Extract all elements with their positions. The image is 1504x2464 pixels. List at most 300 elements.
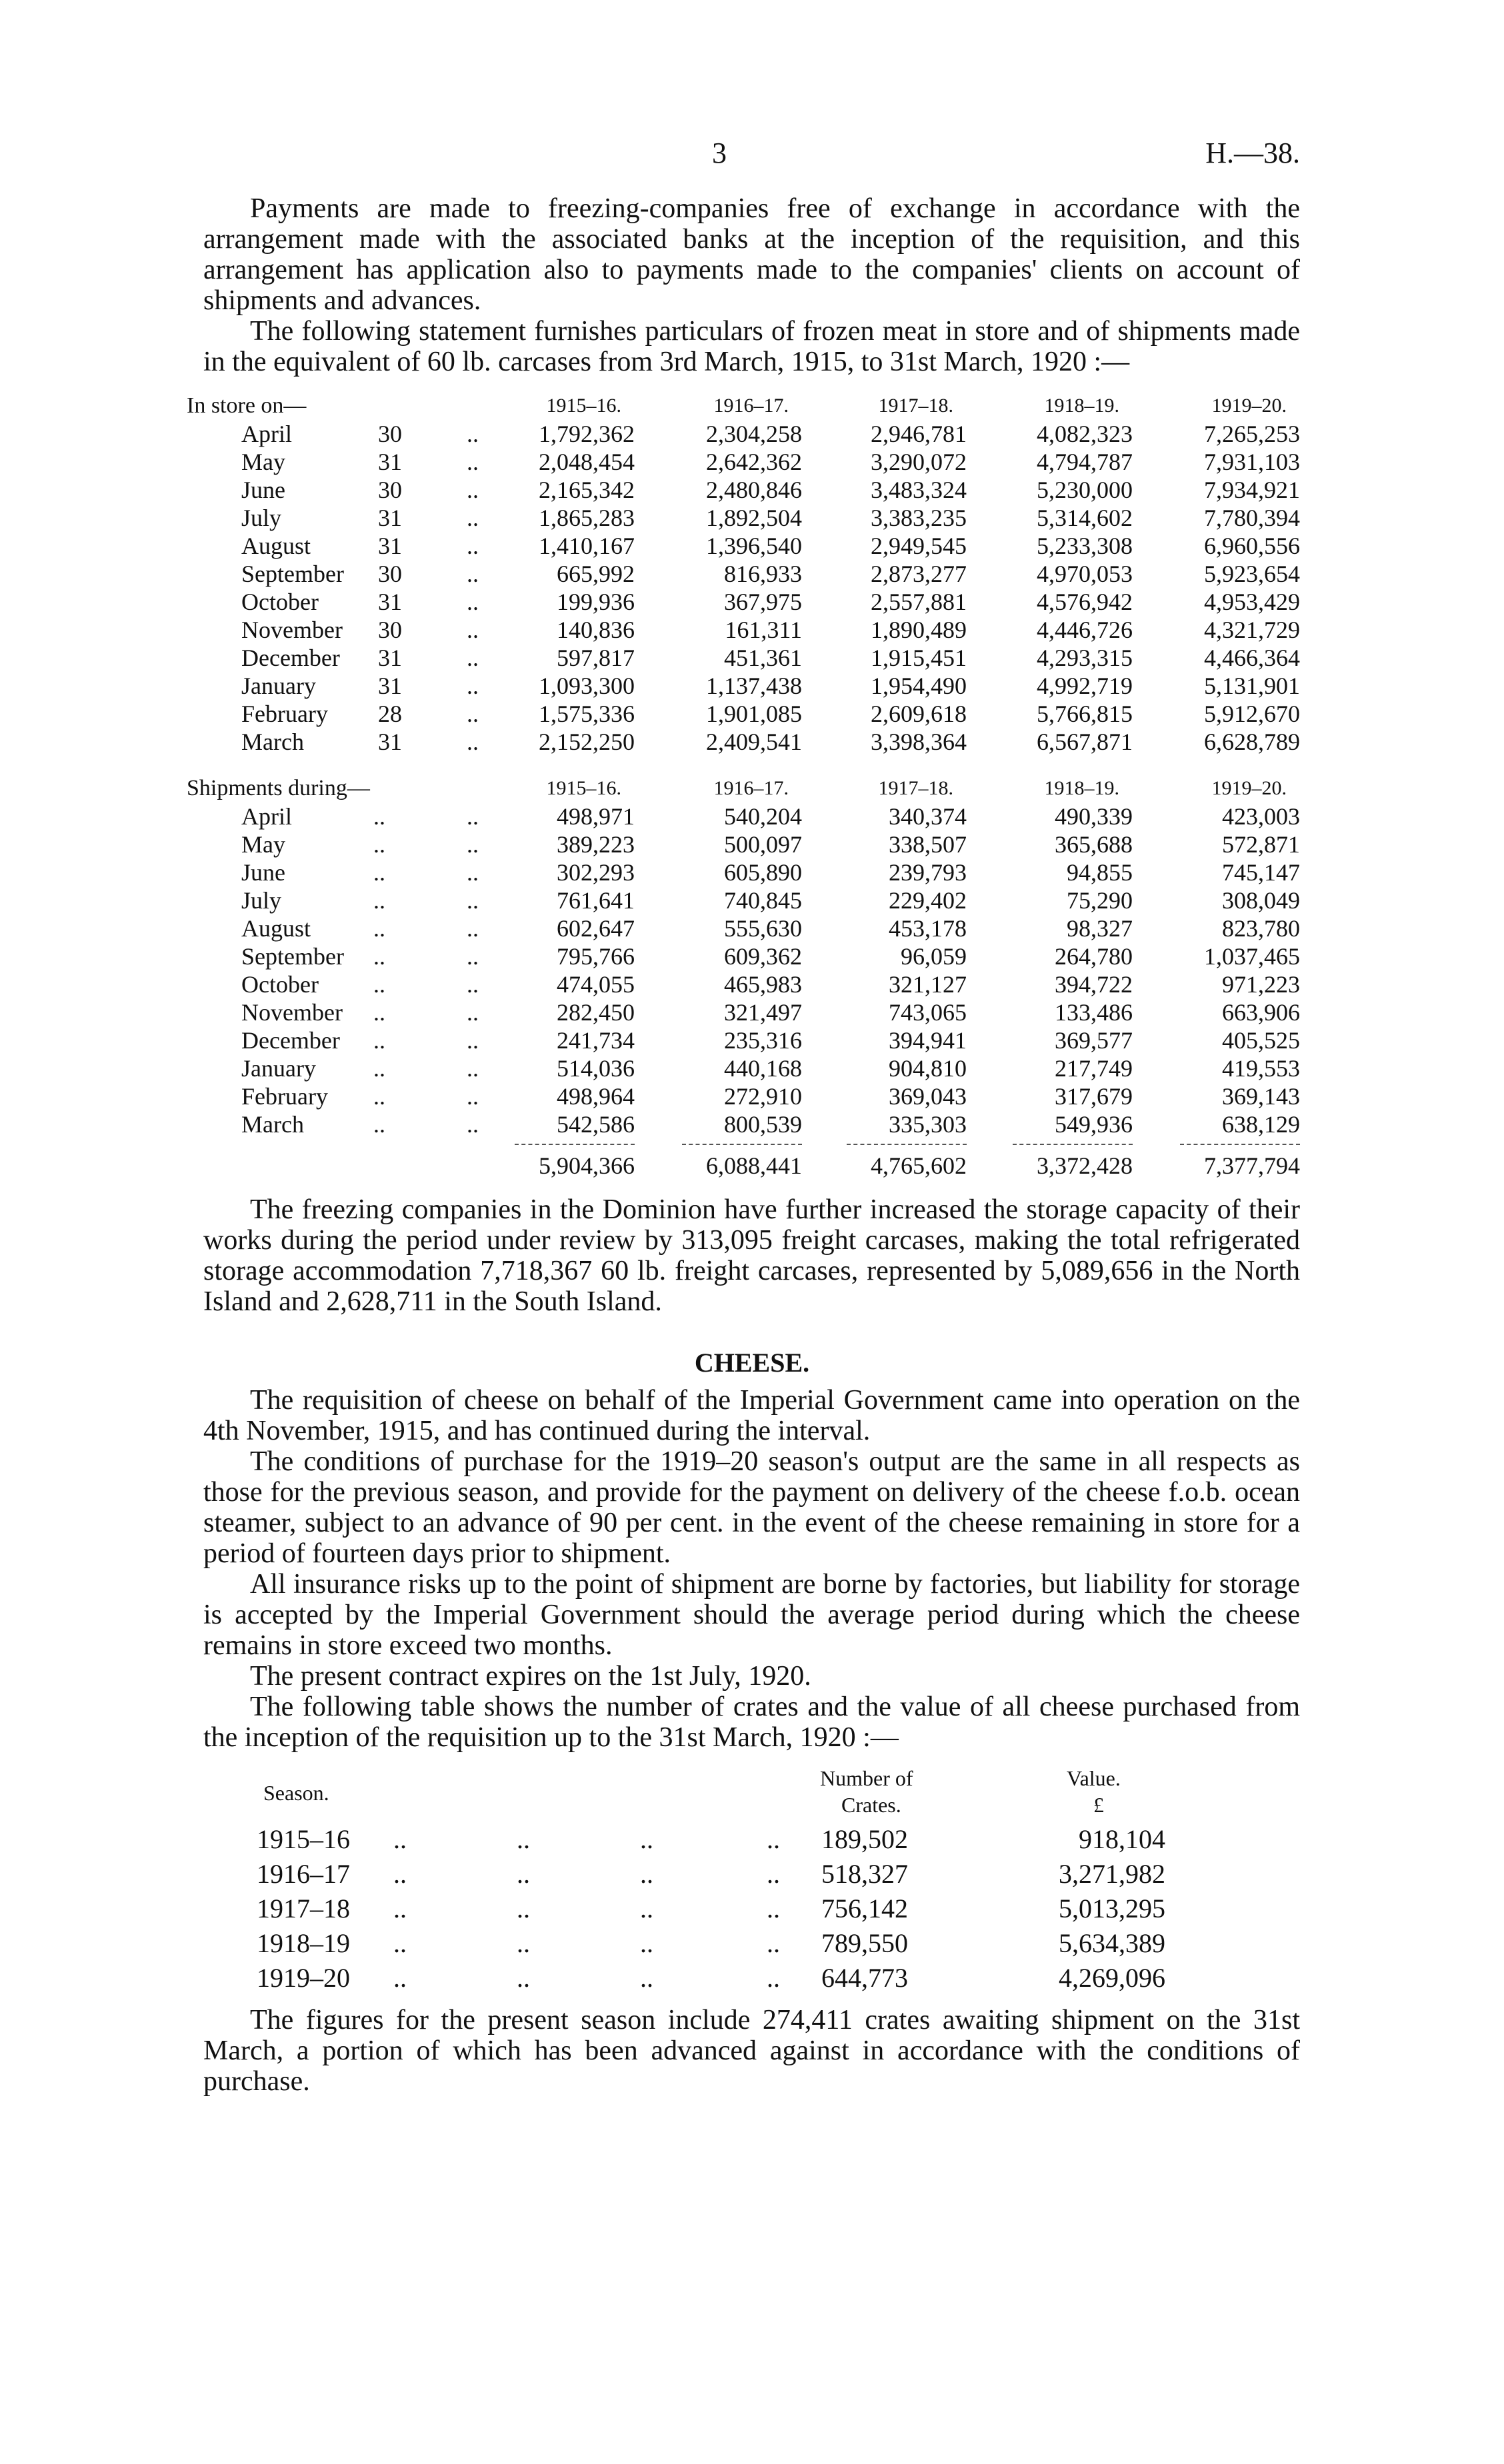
- value-cell: 3,398,364: [871, 728, 967, 755]
- totals-row: [0, 1152, 1504, 1180]
- value-cell: 4,321,729: [1204, 616, 1300, 643]
- leader-dots: ..: [373, 803, 385, 830]
- leader-dots: ..: [467, 943, 479, 970]
- value-cell: 4,992,719: [1037, 672, 1133, 699]
- value-cell: 340,374: [889, 803, 967, 830]
- total-cell: 6,088,441: [706, 1152, 802, 1179]
- leader-dots: ..: [467, 999, 479, 1026]
- page-body: [0, 193, 1504, 2097]
- value-cell: 1,954,490: [871, 672, 967, 699]
- value-cell: 199,936: [557, 589, 635, 615]
- crates-column-header: Number of: [820, 1766, 913, 1790]
- month-label: March: [241, 728, 304, 755]
- value-cell: 5,013,295: [1059, 1893, 1165, 1923]
- leader-dots: ..: [517, 1928, 530, 1958]
- value-cell: 4,953,429: [1204, 589, 1300, 615]
- intro-paragraphs: [203, 193, 1300, 377]
- value-cell: 96,059: [901, 943, 967, 970]
- value-cell: 740,845: [724, 887, 802, 914]
- leader-dots: ..: [373, 1111, 385, 1138]
- crates-cell: 789,550: [821, 1928, 908, 1958]
- value-cell: 133,486: [1055, 999, 1133, 1026]
- total-cell: 7,377,794: [1204, 1152, 1300, 1179]
- table-row: [0, 858, 1504, 886]
- table-row: [0, 886, 1504, 914]
- leader-dots: ..: [467, 887, 479, 914]
- month-label: January: [241, 1055, 316, 1082]
- value-cell: 572,871: [1222, 831, 1300, 858]
- year-column-header: 1918–19.: [1044, 777, 1119, 799]
- leader-dots: ..: [373, 1027, 385, 1054]
- sum-rule: [515, 1144, 635, 1145]
- value-cell: 2,304,258: [706, 421, 802, 447]
- month-label: April: [241, 803, 292, 830]
- value-cell: 338,507: [889, 831, 967, 858]
- closing-paragraph: [203, 2005, 1300, 2097]
- payments-paragraph: Payments are made to freezing-companies free of exchange in accordance with the arrangement made with the associated banks at the inception of the requisition, and this arrangement has application also to payments made to the companies' clients on account of shipments and advances.: [203, 193, 1300, 316]
- value-cell: 2,048,454: [539, 449, 635, 475]
- value-cell: 4,293,315: [1037, 644, 1133, 671]
- leader-dots: ..: [467, 803, 479, 830]
- table-row: [0, 802, 1504, 830]
- value-cell: 2,152,250: [539, 728, 635, 755]
- leader-dots: ..: [767, 1893, 780, 1923]
- value-cell: 602,647: [557, 915, 635, 942]
- month-label: October: [241, 589, 319, 615]
- month-label: April: [241, 421, 292, 447]
- in-store-table: [0, 392, 1504, 756]
- table-row: [0, 448, 1504, 476]
- leader-dots: ..: [640, 1824, 653, 1854]
- day-label: 28: [378, 700, 402, 727]
- year-column-header: 1917–18.: [878, 395, 953, 417]
- sum-rule-row: [0, 1138, 1504, 1152]
- value-cell: 1,037,465: [1204, 943, 1300, 970]
- statement-intro-paragraph: The following statement furnishes particulars of frozen meat in store and of shipments made in the equivalent of 60 lb. carcases from 3rd March, 1915, to 31st March, 1920 :—: [203, 316, 1300, 377]
- storage-text: The freezing companies in the Dominion have further increased the storage capacity of their works during the period under review by 313,095 freight carcases, making the total refrigerated storage accommodation 7,718,367 60 lb. freight carcases, represented by 5,089,656 in the North Island and 2,628,711 in the South Island.: [203, 1194, 1300, 1317]
- value-cell: 321,127: [889, 971, 967, 998]
- value-cell: 405,525: [1222, 1027, 1300, 1054]
- table-row: [0, 1822, 1504, 1857]
- value-cell: 451,361: [724, 644, 802, 671]
- value-column-header: Value.: [1067, 1766, 1121, 1790]
- cheese-table-header: [0, 1766, 1504, 1822]
- value-cell: 4,446,726: [1037, 616, 1133, 643]
- value-cell: 5,634,389: [1059, 1928, 1165, 1958]
- sum-rule: [847, 1144, 967, 1145]
- leader-dots: ..: [640, 1928, 653, 1958]
- table-row: [0, 560, 1504, 588]
- sum-rule: [682, 1144, 802, 1145]
- total-cell: 4,765,602: [871, 1152, 967, 1179]
- leader-dots: ..: [373, 915, 385, 942]
- table-header-row: [0, 392, 1504, 420]
- value-cell: 1,792,362: [539, 421, 635, 447]
- value-cell: 1,890,489: [871, 616, 967, 643]
- month-label: January: [241, 672, 316, 699]
- value-cell: 369,577: [1055, 1027, 1133, 1054]
- table-row: [0, 1926, 1504, 1961]
- year-column-header: 1919–20.: [1211, 395, 1287, 417]
- cheese-table-body: [0, 1822, 1504, 1995]
- value-cell: 638,129: [1222, 1111, 1300, 1138]
- value-cell: 918,104: [1079, 1824, 1165, 1854]
- value-cell: 140,836: [557, 616, 635, 643]
- year-column-header: 1915–16.: [546, 395, 621, 417]
- value-cell: 440,168: [724, 1055, 802, 1082]
- sum-rule: [1013, 1144, 1133, 1145]
- table-row: [0, 672, 1504, 700]
- year-column-header: 1918–19.: [1044, 395, 1119, 417]
- leader-dots: ..: [373, 1083, 385, 1110]
- value-cell: 605,890: [724, 859, 802, 886]
- value-cell: 665,992: [557, 561, 635, 587]
- year-column-header: 1917–18.: [878, 777, 953, 799]
- table-header-row: [0, 774, 1504, 802]
- crates-cell: 518,327: [821, 1859, 908, 1889]
- leader-dots: ..: [467, 616, 479, 643]
- value-cell: 1,137,438: [706, 672, 802, 699]
- value-cell: 4,970,053: [1037, 561, 1133, 587]
- leader-dots: ..: [373, 1055, 385, 1082]
- leader-dots: ..: [467, 1055, 479, 1082]
- month-label: October: [241, 971, 319, 998]
- leader-dots: ..: [467, 672, 479, 699]
- cheese-paragraph: The requisition of cheese on behalf of the Imperial Government came into operation on the 4th November, 1915, and has continued during the interval.: [203, 1385, 1300, 1446]
- crates-cell: 644,773: [821, 1963, 908, 1993]
- table-row: [0, 728, 1504, 756]
- value-cell: 161,311: [725, 616, 802, 643]
- table-row: [0, 644, 1504, 672]
- cheese-heading: CHEESE.: [694, 1348, 810, 1378]
- value-cell: 367,975: [724, 589, 802, 615]
- season-cell: 1919–20: [257, 1963, 350, 1993]
- leader-dots: ..: [467, 1083, 479, 1110]
- value-cell: 465,983: [724, 971, 802, 998]
- table-row: [0, 532, 1504, 560]
- table-row: [0, 942, 1504, 970]
- cheese-paragraph: The following table shows the number of crates and the value of all cheese purchased from the inception of the requisition up to the 31st March, 1920 :—: [203, 1692, 1300, 1753]
- value-cell: 2,557,881: [871, 589, 967, 615]
- table-row: [0, 1110, 1504, 1138]
- month-label: February: [241, 700, 328, 727]
- value-cell: 1,093,300: [539, 672, 635, 699]
- value-cell: 2,873,277: [871, 561, 967, 587]
- month-label: June: [241, 477, 285, 503]
- month-label: March: [241, 1111, 304, 1138]
- value-cell: 6,960,556: [1204, 533, 1300, 559]
- value-cell: 555,630: [724, 915, 802, 942]
- value-cell: 389,223: [557, 831, 635, 858]
- month-label: May: [241, 831, 285, 858]
- table-row: [0, 476, 1504, 504]
- value-cell: 4,576,942: [1037, 589, 1133, 615]
- month-label: September: [241, 943, 344, 970]
- leader-dots: ..: [467, 728, 479, 755]
- year-column-header: 1915–16.: [546, 777, 621, 799]
- value-cell: 3,290,072: [871, 449, 967, 475]
- value-cell: 498,971: [557, 803, 635, 830]
- month-label: November: [241, 999, 343, 1026]
- value-cell: 5,912,670: [1204, 700, 1300, 727]
- day-label: 31: [378, 672, 402, 699]
- value-cell: 317,679: [1055, 1083, 1133, 1110]
- leader-dots: ..: [517, 1963, 530, 1993]
- table-row: [0, 914, 1504, 942]
- value-cell: 7,931,103: [1204, 449, 1300, 475]
- value-cell: 2,949,545: [871, 533, 967, 559]
- value-cell: 5,233,308: [1037, 533, 1133, 559]
- value-cell: 419,553: [1222, 1055, 1300, 1082]
- day-label: 31: [378, 505, 402, 531]
- value-cell: 369,143: [1222, 1083, 1300, 1110]
- document-reference: H.—38.: [1205, 137, 1300, 169]
- value-cell: 394,941: [889, 1027, 967, 1054]
- value-cell: 7,265,253: [1204, 421, 1300, 447]
- value-cell: 264,780: [1055, 943, 1133, 970]
- cheese-table: [0, 1766, 1504, 1995]
- day-label: 31: [378, 533, 402, 559]
- table-row: [0, 970, 1504, 998]
- crates-cell: 756,142: [821, 1893, 908, 1923]
- value-cell: 5,230,000: [1037, 477, 1133, 503]
- season-cell: 1918–19: [257, 1928, 350, 1958]
- value-cell: 1,901,085: [706, 700, 802, 727]
- cheese-paragraph: The present contract expires on the 1st July, 1920.: [250, 1661, 811, 1692]
- value-unit: £: [1093, 1793, 1104, 1817]
- value-cell: 3,383,235: [871, 505, 967, 531]
- leader-dots: ..: [393, 1893, 407, 1923]
- value-cell: 745,147: [1222, 859, 1300, 886]
- value-cell: 453,178: [889, 915, 967, 942]
- value-cell: 609,362: [724, 943, 802, 970]
- value-cell: 540,204: [724, 803, 802, 830]
- leader-dots: ..: [517, 1859, 530, 1889]
- value-cell: 5,131,901: [1204, 672, 1300, 699]
- month-label: July: [241, 887, 282, 914]
- year-column-header: 1919–20.: [1211, 777, 1287, 799]
- table-row: [0, 1891, 1504, 1926]
- leader-dots: ..: [393, 1928, 407, 1958]
- value-cell: 823,780: [1222, 915, 1300, 942]
- cheese-paragraph: The conditions of purchase for the 1919–20 season's output are the same in all respects as those for the previous season, and provide for the payment on delivery of the cheese f.o.b. ocean steamer, subject to an advance of 90 per cent. in the event of the cheese remaining in store for a period of fourteen days prior to shipment.: [203, 1446, 1300, 1569]
- page-number: 3: [712, 137, 727, 169]
- value-cell: 241,734: [557, 1027, 635, 1054]
- table-row: [0, 1961, 1504, 1995]
- shipments-table: [0, 774, 1504, 1180]
- month-label: August: [241, 533, 311, 559]
- day-label: 31: [378, 589, 402, 615]
- value-cell: 2,609,618: [871, 700, 967, 727]
- value-cell: 2,480,846: [706, 477, 802, 503]
- value-cell: 1,396,540: [706, 533, 802, 559]
- value-cell: 800,539: [724, 1111, 802, 1138]
- leader-dots: ..: [467, 505, 479, 531]
- table-row: [0, 1054, 1504, 1082]
- leader-dots: ..: [467, 421, 479, 447]
- value-cell: 335,303: [889, 1111, 967, 1138]
- table-row: [0, 588, 1504, 616]
- crates-cell: 189,502: [821, 1824, 908, 1854]
- season-cell: 1917–18: [257, 1893, 350, 1923]
- leader-dots: ..: [373, 887, 385, 914]
- month-label: December: [241, 644, 340, 671]
- month-label: September: [241, 561, 344, 587]
- sum-rule: [1180, 1144, 1300, 1145]
- total-cell: 3,372,428: [1037, 1152, 1133, 1179]
- table-row: [0, 830, 1504, 858]
- value-cell: 4,794,787: [1037, 449, 1133, 475]
- value-cell: 75,290: [1067, 887, 1133, 914]
- closing-text: The figures for the present season include 274,411 crates awaiting shipment on the 31st March, a portion of which has been advanced against in accordance with the conditions of purchase.: [203, 2005, 1300, 2097]
- year-column-header: 1916–17.: [713, 777, 789, 799]
- leader-dots: ..: [467, 831, 479, 858]
- leader-dots: ..: [373, 859, 385, 886]
- day-label: 30: [378, 616, 402, 643]
- leader-dots: ..: [467, 859, 479, 886]
- value-cell: 217,749: [1055, 1055, 1133, 1082]
- value-cell: 663,906: [1222, 999, 1300, 1026]
- day-label: 31: [378, 449, 402, 475]
- value-cell: 235,316: [724, 1027, 802, 1054]
- value-cell: 549,936: [1055, 1111, 1133, 1138]
- leader-dots: ..: [767, 1963, 780, 1993]
- leader-dots: ..: [467, 644, 479, 671]
- table-row: [0, 1082, 1504, 1110]
- storage-paragraph: [203, 1194, 1300, 1317]
- table-row: [0, 998, 1504, 1026]
- day-label: 31: [378, 728, 402, 755]
- season-column-header: Season.: [263, 1781, 329, 1805]
- leader-dots: ..: [467, 561, 479, 587]
- value-cell: 971,223: [1222, 971, 1300, 998]
- value-cell: 365,688: [1055, 831, 1133, 858]
- table-row: [0, 1026, 1504, 1054]
- value-cell: 1,575,336: [539, 700, 635, 727]
- season-cell: 1916–17: [257, 1859, 350, 1889]
- month-label: December: [241, 1027, 340, 1054]
- value-cell: 1,410,167: [539, 533, 635, 559]
- leader-dots: ..: [767, 1824, 780, 1854]
- table-heading: In store on—: [187, 393, 307, 418]
- value-cell: 229,402: [889, 887, 967, 914]
- leader-dots: ..: [467, 449, 479, 475]
- value-cell: 514,036: [557, 1055, 635, 1082]
- table-row: [0, 700, 1504, 728]
- leader-dots: ..: [467, 477, 479, 503]
- value-cell: 98,327: [1067, 915, 1133, 942]
- leader-dots: ..: [393, 1824, 407, 1854]
- leader-dots: ..: [393, 1963, 407, 1993]
- value-cell: 7,780,394: [1204, 505, 1300, 531]
- value-cell: 761,641: [557, 887, 635, 914]
- value-cell: 474,055: [557, 971, 635, 998]
- leader-dots: ..: [467, 1111, 479, 1138]
- cheese-paragraphs: [203, 1385, 1300, 1753]
- leader-dots: ..: [373, 831, 385, 858]
- value-cell: 2,409,541: [706, 728, 802, 755]
- leader-dots: ..: [640, 1859, 653, 1889]
- year-column-header: 1916–17.: [713, 395, 789, 417]
- value-cell: 272,910: [724, 1083, 802, 1110]
- leader-dots: ..: [467, 971, 479, 998]
- month-label: August: [241, 915, 311, 942]
- day-label: 30: [378, 561, 402, 587]
- value-cell: 6,567,871: [1037, 728, 1133, 755]
- crates-column-header-2: Crates.: [841, 1793, 901, 1817]
- value-cell: 4,269,096: [1059, 1963, 1165, 1993]
- leader-dots: ..: [467, 533, 479, 559]
- day-label: 30: [378, 421, 402, 447]
- leader-dots: ..: [373, 943, 385, 970]
- value-cell: 369,043: [889, 1083, 967, 1110]
- table-row: [0, 616, 1504, 644]
- value-cell: 795,766: [557, 943, 635, 970]
- value-cell: 94,855: [1067, 859, 1133, 886]
- value-cell: 542,586: [557, 1111, 635, 1138]
- value-cell: 6,628,789: [1204, 728, 1300, 755]
- month-label: May: [241, 449, 285, 475]
- leader-dots: ..: [467, 915, 479, 942]
- leader-dots: ..: [467, 1027, 479, 1054]
- table-row: [0, 1857, 1504, 1891]
- month-label: June: [241, 859, 285, 886]
- leader-dots: ..: [517, 1893, 530, 1923]
- value-cell: 498,964: [557, 1083, 635, 1110]
- cheese-paragraph: All insurance risks up to the point of shipment are borne by factories, but liability for storage is accepted by the Imperial Government should the average period during which the cheese remains in store exceed two months.: [203, 1569, 1300, 1661]
- leader-dots: ..: [467, 589, 479, 615]
- leader-dots: ..: [517, 1824, 530, 1854]
- value-cell: 2,946,781: [871, 421, 967, 447]
- value-cell: 321,497: [724, 999, 802, 1026]
- value-cell: 7,934,921: [1204, 477, 1300, 503]
- table-row: [0, 504, 1504, 532]
- value-cell: 4,466,364: [1204, 644, 1300, 671]
- value-cell: 597,817: [557, 644, 635, 671]
- value-cell: 490,339: [1055, 803, 1133, 830]
- total-cell: 5,904,366: [539, 1152, 635, 1179]
- leader-dots: ..: [467, 700, 479, 727]
- value-cell: 308,049: [1222, 887, 1300, 914]
- value-cell: 3,271,982: [1059, 1859, 1165, 1889]
- value-cell: 423,003: [1222, 803, 1300, 830]
- day-label: 30: [378, 477, 402, 503]
- value-cell: 743,065: [889, 999, 967, 1026]
- leader-dots: ..: [373, 999, 385, 1026]
- value-cell: 302,293: [557, 859, 635, 886]
- value-cell: 904,810: [889, 1055, 967, 1082]
- value-cell: 1,915,451: [871, 644, 967, 671]
- value-cell: 5,923,654: [1204, 561, 1300, 587]
- leader-dots: ..: [640, 1893, 653, 1923]
- value-cell: 500,097: [724, 831, 802, 858]
- leader-dots: ..: [767, 1859, 780, 1889]
- value-cell: 3,483,324: [871, 477, 967, 503]
- leader-dots: ..: [373, 971, 385, 998]
- table-heading: Shipments during—: [187, 776, 370, 800]
- value-cell: 2,642,362: [706, 449, 802, 475]
- value-cell: 2,165,342: [539, 477, 635, 503]
- value-cell: 394,722: [1055, 971, 1133, 998]
- value-cell: 5,766,815: [1037, 700, 1133, 727]
- value-cell: 4,082,323: [1037, 421, 1133, 447]
- value-cell: 282,450: [557, 999, 635, 1026]
- leader-dots: ..: [640, 1963, 653, 1993]
- leader-dots: ..: [393, 1859, 407, 1889]
- value-cell: 239,793: [889, 859, 967, 886]
- table-row: [0, 420, 1504, 448]
- value-cell: 1,892,504: [706, 505, 802, 531]
